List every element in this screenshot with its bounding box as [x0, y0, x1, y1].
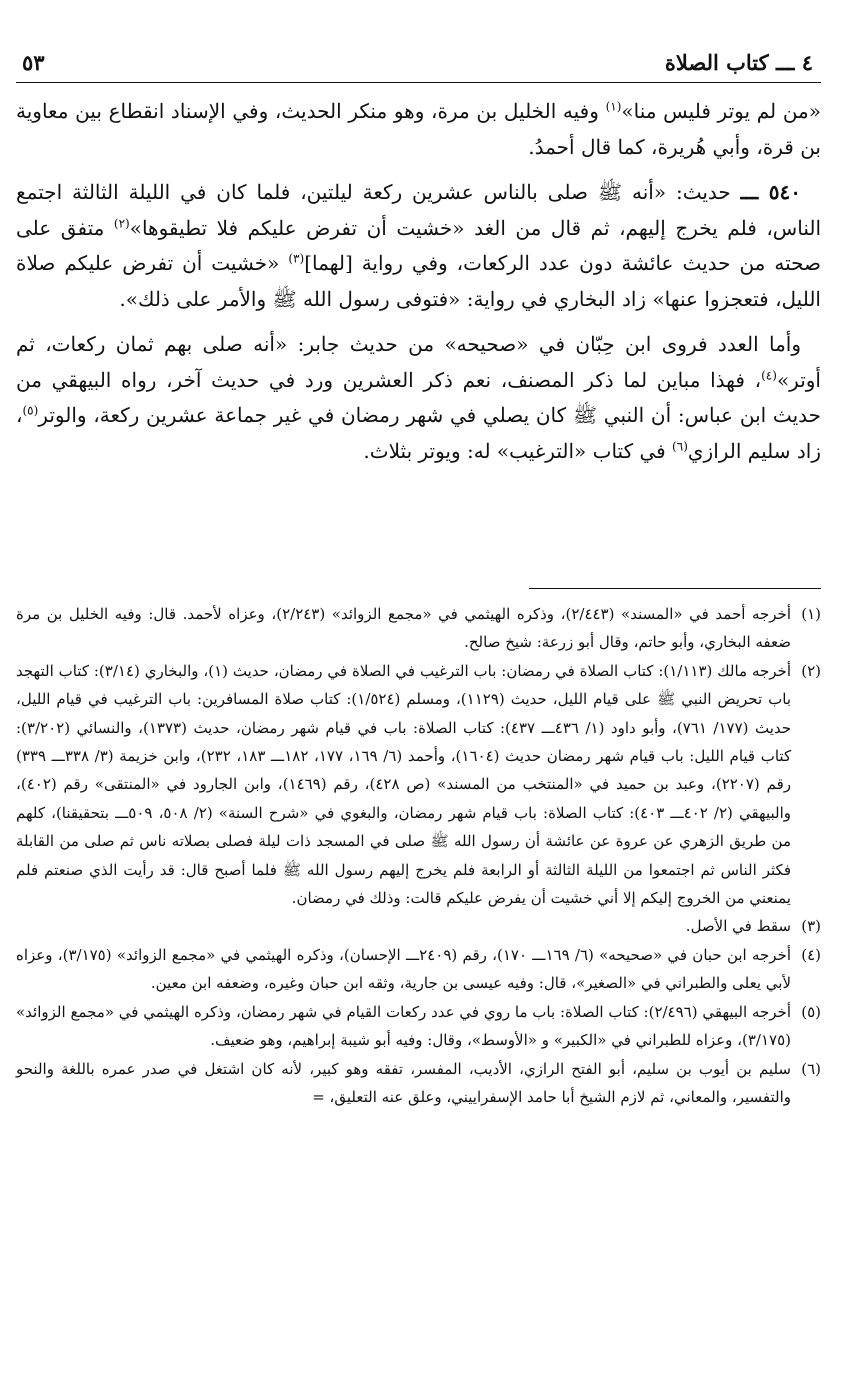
footnote-text: سليم بن أيوب بن سليم، أبو الفتح الرازي، الأديب، المفسر، تفقه وهو كبير، لأنه كان اشتغل في صدر عمره باللغة والنحو والتفسير، والمعاني، ثم لازم الشيخ أبا حامد الإسفراييني، وعلق عنه التعليق، = — [16, 1059, 791, 1106]
main-text — [16, 94, 821, 479]
paragraph-3-text-a: وأما العدد فروى ابن حِبّان في «صحيحه» من حديث جابر: «أنه صلى بهم ثمان ركعات، ثم أوتر» — [16, 332, 821, 392]
footnote-text: أخرجه مالك (١/١١٣): كتاب الصلاة في رمضان: باب الترغيب في الصلاة في رمضان، حديث (١)، والبخاري (٣/١٤): كتاب التهجد باب تحريض النبي ﷺ على قيام الليل، حديث (١١٢٩)، ومسلم (١/٥٢٤): كتاب صلاة المسافرين: باب الترغيب في قيام الليل، حديث (١٧٧/ ٧٦١)، وأبو داود (١/ ٤٣٦ـــ ٤٣٧): كتاب الصلاة: باب في قيام شهر رمضان، حديث (١٣٧٣)، والنسائي (٣/٢٠٢): كتاب قيام الليل: باب قيام شهر رمضان حديث (١٦٠٤)، وأحمد (٦/ ١٦٩، ١٧٧، ١٨٢ـــ ١٨٣، ٢٣٢)، وابن خزيمة (٣/ ٣٣٨ـــ ٣٣٩) رقم (٢٢٠٧)، وعبد بن حميد في «المنتخب من المسند» (ص ٤٢٨)، رقم (١٤٦٩)، وابن الجارود في «المنتقى» رقم (٤٠٢)، والبيهقي (٢/ ٤٠٢ـــ ٤٠٣): كتاب الصلاة: باب قيام شهر رمضان، والبغوي في «شرح السنة» (٢/ ٥٠٨، ٥٠٩ـــ بتحقيقنا)، كلهم من طريق الزهري عن عروة عن عائشة أن رسول الله ﷺ صلى في المسجد ذات ليلة فصلى بصلاته ناس ثم صلى من القابلة فكثر الناس ثم اجتمعوا من الليلة الثالثة أو الرابعة فلم يخرج إليهم رسول الله ﷺ فلما أصبح قال: قد رأيت الذي صنعتم فلم يمنعني من الخروج إليكم إلا أني خشيت أن يفرض عليكم قالت: وذلك في رمضان. — [16, 661, 792, 908]
footnote-5 — [16, 998, 821, 1055]
footnote-mark: (٤) — [801, 945, 821, 964]
footnote-text: أخرجه أحمد في «المسند» (٢/٤٤٣)، وذكره الهيثمي في «مجمع الزوائد» (٢/٢٤٣)، وعزاه لأحمد. قال: وفيه الخليل بن مرة ضعفه البخاري، وأبو حاتم، وقال أبو زرعة: شيخ صالح. — [16, 605, 791, 652]
footnote-1 — [16, 600, 821, 657]
chapter-title: ٤ ـــ كتاب الصلاة — [664, 50, 813, 75]
paragraph-2 — [16, 175, 821, 317]
footnote-ref-3: (٣) — [288, 251, 305, 266]
book-page — [16, 0, 821, 1384]
footnote-mark: (٣) — [801, 917, 821, 936]
paragraph-2-text-c: «خشيت أن تفرض عليكم صلاة الليل، فتعجزوا عنها» زاد البخاري في رواية: «فتوفى رسول الله ﷺ والأمر على ذلك». — [16, 251, 821, 311]
footnote-ref-1: (١) — [605, 99, 622, 114]
footnote-mark: (١) — [801, 605, 821, 623]
footnote-mark: (٦) — [801, 1059, 821, 1078]
page-number: ٥٣ — [22, 50, 45, 75]
footnote-mark: (٢) — [801, 661, 821, 680]
footnotes — [16, 600, 821, 1111]
footnote-text: سقط في الأصل. — [685, 917, 791, 936]
footnote-4 — [16, 941, 821, 998]
paragraph-3-text-b: ، فهذا مباين لما ذكر المصنف، نعم ذكر العشرين ورد في حديث آخر، رواه البيهقي من حديث ابن عباس: أن النبي ﷺ كان يصلي في شهر رمضان في غير جماعة عشرين ركعة، والوتر — [16, 367, 821, 427]
paragraph-3-text-c: ، زاد سليم الرازي — [16, 403, 821, 463]
footnote-ref-2: (٢) — [113, 215, 130, 230]
paragraph-1-text-b: وفيه الخليل بن مرة، وهو منكر الحديث، وفي الإسناد انقطاع بين معاوية بن قرة، وأبي هُريرة، كما قال أحمدُ. — [16, 99, 821, 159]
hadith-number: ٥٤٠ ـــ — [740, 180, 801, 204]
footnote-6 — [16, 1055, 821, 1112]
footnote-separator — [529, 588, 821, 589]
footnote-ref-6: (٦) — [672, 438, 688, 453]
footnote-3 — [16, 912, 821, 940]
paragraph-2-text-a: حديث: «أنه ﷺ صلى بالناس عشرين ركعة ليلتين، فلما كان في الليلة الثالثة اجتمع الناس، فلم يخرج إليهم، ثم قال من الغد «خشيت أن تفرض عليكم فلا تطيقوها» — [16, 180, 821, 240]
footnote-text: أخرجه البيهقي (٢/٤٩٦): كتاب الصلاة: باب ما روي في عدد ركعات القيام في شهر رمضان، وذكره الهيثمي في «مجمع الزوائد» (٣/١٧٥)، وعزاه للطبراني في «الكبير» و «الأوسط»، وقال: وفيه أبو شيبة إبراهيم، وهو ضعيف. — [16, 1002, 791, 1050]
footnote-ref-5: (٥) — [22, 403, 39, 418]
paragraph-3-text-d: في كتاب «الترغيب» له: ويوتر بثلاث. — [363, 438, 673, 463]
paragraph-2-text-b: متفق على صحته من حديث عائشة دون عدد الركعات، وفي رواية [لهما] — [16, 215, 821, 275]
footnote-ref-4: (٤) — [761, 367, 777, 382]
footnote-text: أخرجه ابن حبان في «صحيحه» (٦/ ١٦٩ـــ ١٧٠)، رقم (٢٤٠٩ـــ الإحسان)، وذكره الهيثمي في «مجمع الزوائد» (٣/١٧٥)، وعزاه لأبي يعلى والطبراني في «الصغير»، قال: وفيه عيسى بن جارية، وثقه ابن حبان وغيره، وضعفه ابن معين. — [16, 945, 791, 993]
paragraph-1 — [16, 94, 821, 165]
footnote-2 — [16, 657, 821, 913]
paragraph-1-text-a: «من لم يوتر فليس منا» — [621, 99, 821, 123]
footnote-mark: (٥) — [801, 1002, 821, 1021]
page-header — [16, 40, 821, 83]
paragraph-3 — [16, 327, 821, 469]
